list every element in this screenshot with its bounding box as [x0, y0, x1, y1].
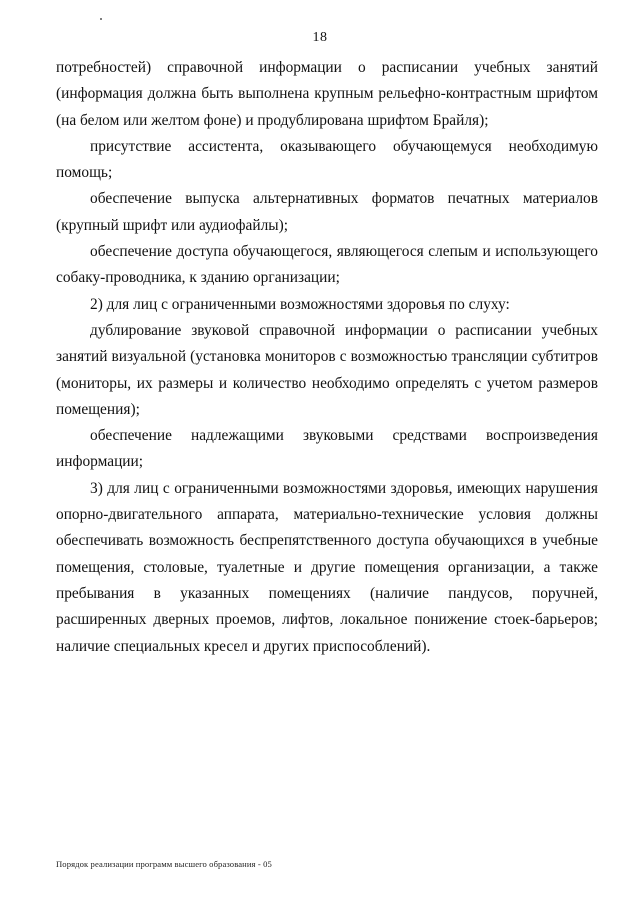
paragraph-sound-means: обеспечение надлежащими звуковыми средствами воспроизведения информации; [56, 427, 598, 471]
paragraph-alternative-formats: обеспечение выпуска альтернативных форматов печатных материалов (крупный шрифт или аудиофайлы); [56, 190, 598, 234]
paragraph-continuation: потребностей) справочной информации о расписании учебных занятий (информация должна быть выполнена крупным рельефно-контрастным шрифтом (на белом или желтом фоне) и продублирована шрифтом Брайля); [56, 59, 598, 129]
body-text [56, 55, 598, 660]
paragraph-mobility: 3) для лиц с ограниченными возможностями здоровья, имеющих нарушения опорно-двигательного аппарата, материально-технические условия должны обеспечивать возможность беспрепятственного доступа обучающихся в учебные помещения, столовые, туалетные и другие помещения организации, а также пребывания в указанных помещениях (наличие пандусов, поручней, расширенных дверных проемов, лифтов, локальное понижение стоек-барьеров; наличие специальных кресел и других приспособлений). [56, 479, 598, 655]
footer: Порядок реализации программ высшего образования - 05 [56, 859, 272, 869]
paragraph-hearing-heading: 2) для лиц с ограниченными возможностями здоровья по слуху: [90, 295, 510, 313]
paragraph-subtitles: дублирование звуковой справочной информации о расписании учебных занятий визуальной (установка мониторов с возможностью трансляции субтитров (мониторы, их размеры и количество необходимо определять с учетом размеров помещения); [56, 321, 598, 418]
paragraph-guide-dog-access: обеспечение доступа обучающегося, являющегося слепым и использующего собаку-проводника, к зданию организации; [56, 243, 598, 287]
scan-speck [100, 18, 102, 20]
page-number: 18 [312, 30, 328, 45]
paragraph-assistant: присутствие ассистента, оказывающего обучающемуся необходимую помощь; [56, 137, 598, 182]
